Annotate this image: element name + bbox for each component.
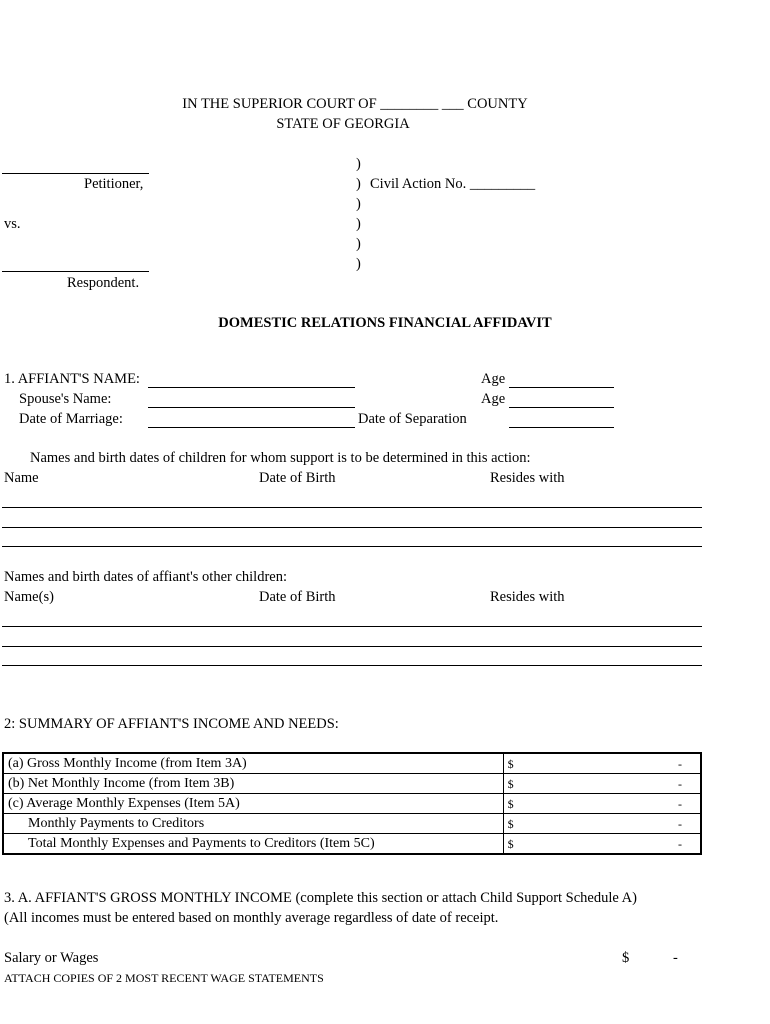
- children-entry-line[interactable]: [2, 546, 702, 547]
- affiant-name-field[interactable]: [148, 387, 355, 388]
- caption-paren: ): [356, 156, 361, 172]
- caption-paren: ): [356, 236, 361, 252]
- summary-row-label: Monthly Payments to Creditors: [3, 814, 503, 834]
- children-heading: Names and birth dates of children for whom support is to be determined in this action:: [30, 450, 531, 466]
- table-row: [3, 794, 701, 814]
- affiant-name-label: 1. AFFIANT'S NAME:: [4, 371, 140, 387]
- petitioner-signature-line[interactable]: [2, 173, 149, 174]
- summary-row-currency: $: [503, 753, 649, 774]
- spouse-name-label: Spouse's Name:: [19, 391, 112, 407]
- civil-action-number: Civil Action No. _________: [370, 176, 536, 192]
- table-row: [3, 774, 701, 794]
- children-entry-line[interactable]: [2, 527, 702, 528]
- children-col-resides: Resides with: [490, 470, 565, 486]
- spouse-age-label: Age: [481, 391, 506, 407]
- summary-row-label: (c) Average Monthly Expenses (Item 5A): [3, 794, 503, 814]
- summary-row-value[interactable]: -: [649, 814, 701, 834]
- caption-paren: ): [356, 216, 361, 232]
- salary-currency: $: [622, 950, 630, 966]
- caption-paren: ): [356, 196, 361, 212]
- date-of-separation-field[interactable]: [509, 427, 614, 428]
- table-row: [3, 834, 701, 855]
- date-of-separation-label: Date of Separation: [358, 411, 467, 427]
- other-children-col-name: Name(s): [4, 589, 54, 605]
- attach-wage-statements-note: ATTACH COPIES OF 2 MOST RECENT WAGE STATEMENTS: [4, 971, 324, 985]
- gross-income-heading: 3. A. AFFIANT'S GROSS MONTHLY INCOME (complete this section or attach Child Support Schedule A): [4, 890, 637, 906]
- summary-row-label: (a) Gross Monthly Income (from Item 3A): [3, 753, 503, 774]
- summary-row-currency: $: [503, 814, 649, 834]
- children-col-name: Name: [4, 470, 39, 486]
- date-of-marriage-field[interactable]: [148, 427, 355, 428]
- summary-row-value[interactable]: -: [649, 794, 701, 814]
- caption-paren: ): [356, 176, 361, 192]
- other-children-col-resides: Resides with: [490, 589, 565, 605]
- petitioner-label: Petitioner,: [84, 176, 144, 192]
- summary-row-currency: $: [503, 774, 649, 794]
- children-entry-line[interactable]: [2, 507, 702, 508]
- affiant-age-field[interactable]: [509, 387, 614, 388]
- summary-row-value[interactable]: -: [649, 774, 701, 794]
- other-children-col-dob: Date of Birth: [259, 589, 336, 605]
- respondent-signature-line[interactable]: [2, 271, 149, 272]
- summary-row-currency: $: [503, 794, 649, 814]
- summary-row-value[interactable]: -: [649, 753, 701, 774]
- other-children-entry-line[interactable]: [2, 646, 702, 647]
- caption-paren: ): [356, 256, 361, 272]
- other-children-entry-line[interactable]: [2, 665, 702, 666]
- versus-label: vs.: [4, 216, 21, 232]
- table-row: [3, 814, 701, 834]
- court-caption-line1: IN THE SUPERIOR COURT OF ________ ___ COUNTY: [182, 96, 528, 112]
- summary-row-label: (b) Net Monthly Income (from Item 3B): [3, 774, 503, 794]
- court-caption-state: STATE OF GEORGIA: [276, 116, 410, 132]
- respondent-label: Respondent.: [67, 275, 140, 291]
- summary-row-label: Total Monthly Expenses and Payments to Creditors (Item 5C): [3, 834, 503, 855]
- salary-label: Salary or Wages: [4, 950, 99, 966]
- date-of-marriage-label: Date of Marriage:: [19, 411, 123, 427]
- spouse-age-field[interactable]: [509, 407, 614, 408]
- salary-value[interactable]: -: [673, 950, 678, 966]
- summary-row-value[interactable]: -: [649, 834, 701, 855]
- summary-row-currency: $: [503, 834, 649, 855]
- other-children-entry-line[interactable]: [2, 626, 702, 627]
- affiant-age-label: Age: [481, 371, 506, 387]
- summary-heading: 2: SUMMARY OF AFFIANT'S INCOME AND NEEDS:: [4, 716, 339, 732]
- other-children-heading: Names and birth dates of affiant's other children:: [4, 569, 287, 585]
- gross-income-note: (All incomes must be entered based on monthly average regardless of date of receipt.: [4, 910, 499, 926]
- spouse-name-field[interactable]: [148, 407, 355, 408]
- income-summary-table: [2, 752, 702, 855]
- children-col-dob: Date of Birth: [259, 470, 336, 486]
- document-title: DOMESTIC RELATIONS FINANCIAL AFFIDAVIT: [218, 315, 552, 331]
- table-row: [3, 753, 701, 774]
